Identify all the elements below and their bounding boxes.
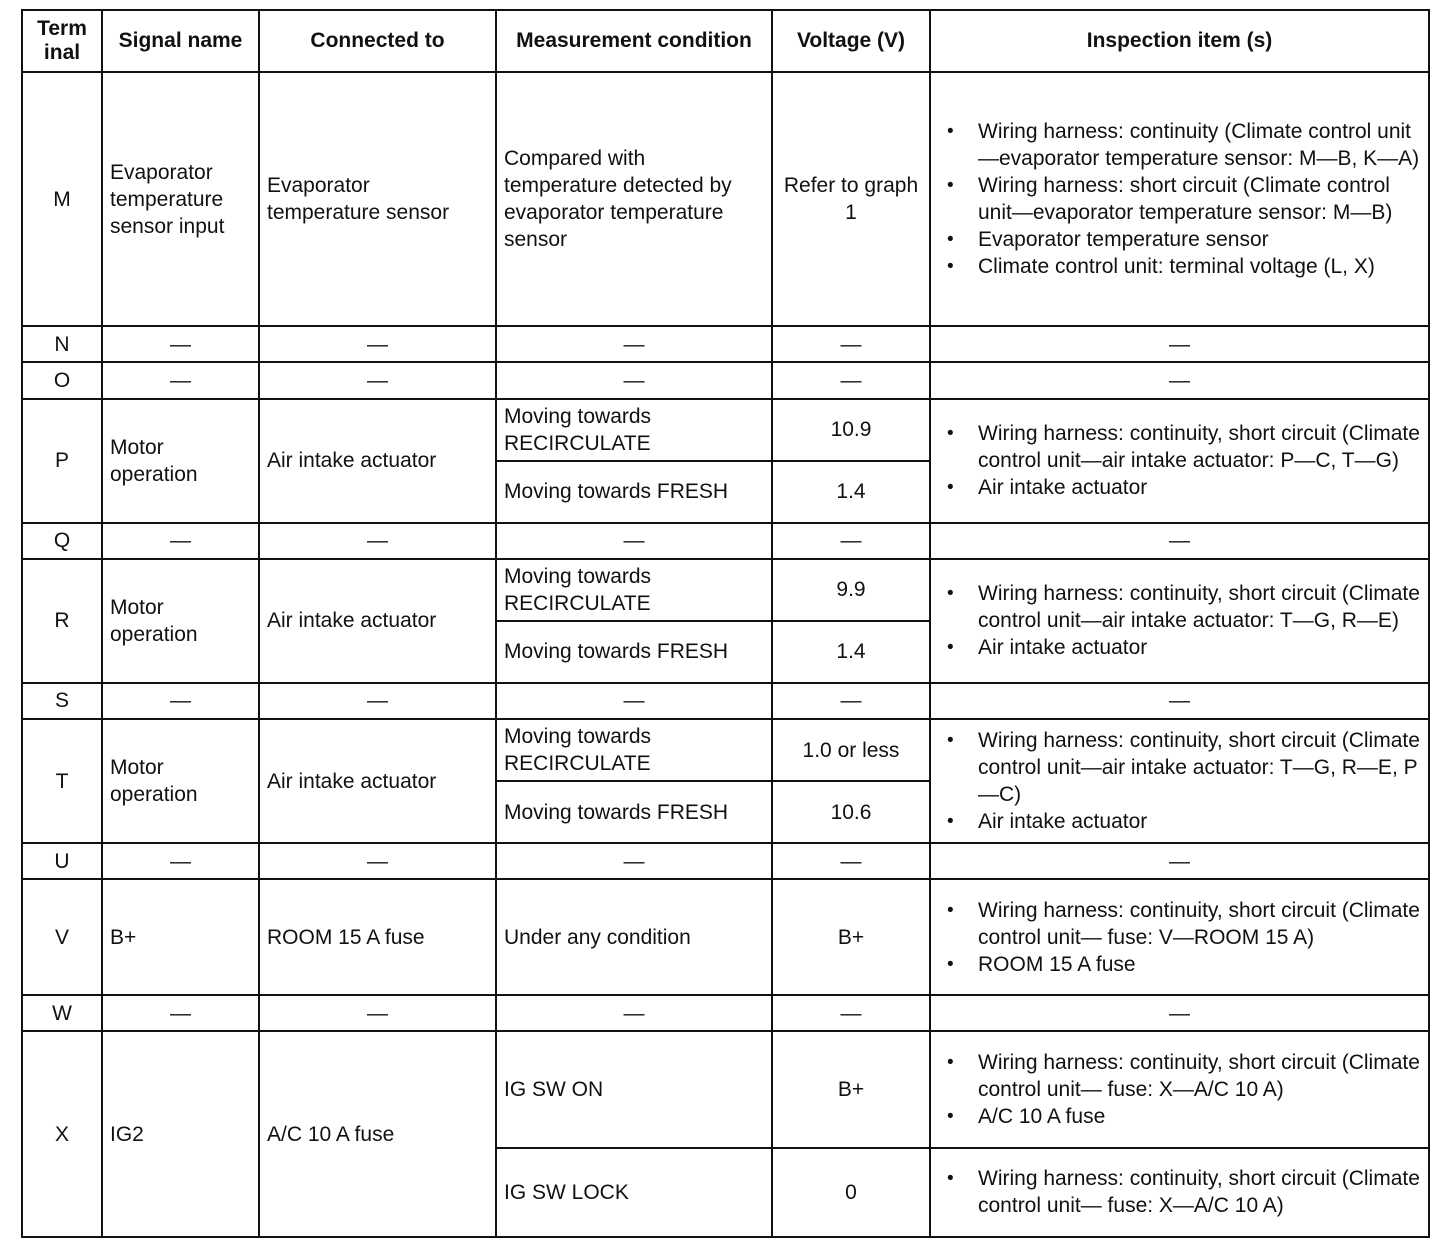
connected-to-cell: Air intake actuator bbox=[259, 719, 496, 843]
dash-cell: — bbox=[496, 843, 772, 879]
connected-to-cell: Air intake actuator bbox=[259, 559, 496, 683]
inspection-item: • Wiring harness: short circuit (Climate control unit—evaporator temperature sensor: M—B) bbox=[978, 172, 1421, 226]
inspection-item: • Air intake actuator bbox=[978, 634, 1421, 661]
inspection-item: • Air intake actuator bbox=[978, 808, 1421, 835]
dash-cell: — bbox=[259, 995, 496, 1031]
condition-cell: Compared with temperature detected by evaporator temperature sensor bbox=[496, 72, 772, 326]
terminal-cell: V bbox=[22, 879, 102, 995]
inspection-table bbox=[21, 9, 1430, 1238]
inspection-item: • Wiring harness: continuity, short circuit (Climate control unit— fuse: V—ROOM 15 A) bbox=[978, 897, 1421, 951]
inspection-item: • Wiring harness: continuity (Climate control unit—evaporator temperature sensor: M—B, K—A) bbox=[978, 118, 1421, 172]
dash-cell: — bbox=[930, 362, 1429, 398]
inspection-item: • Evaporator temperature sensor bbox=[978, 226, 1421, 253]
table-row-s bbox=[22, 683, 1429, 719]
header-connected-to: Connected to bbox=[259, 10, 496, 72]
terminal-cell: U bbox=[22, 843, 102, 879]
inspection-cell bbox=[930, 1031, 1429, 1147]
header-row bbox=[22, 10, 1429, 72]
terminal-cell: T bbox=[22, 719, 102, 843]
inspection-list bbox=[938, 580, 1421, 661]
inspection-item: • Wiring harness: continuity, short circuit (Climate control unit—air intake actuator: T—G, R—E) bbox=[978, 580, 1421, 634]
condition-cell: Moving towards FRESH bbox=[496, 461, 772, 523]
dash-cell: — bbox=[772, 843, 930, 879]
signal-name-cell: Evaporator temperature sensor input bbox=[102, 72, 259, 326]
header-voltage: Voltage (V) bbox=[772, 10, 930, 72]
signal-name-cell: IG2 bbox=[102, 1031, 259, 1237]
connected-to-cell: A/C 10 A fuse bbox=[259, 1031, 496, 1237]
dash-cell: — bbox=[772, 523, 930, 559]
dash-cell: — bbox=[930, 326, 1429, 362]
table-row-q bbox=[22, 523, 1429, 559]
terminal-cell: S bbox=[22, 683, 102, 719]
dash-cell: — bbox=[102, 683, 259, 719]
connected-to-cell: ROOM 15 A fuse bbox=[259, 879, 496, 995]
voltage-cell: 9.9 bbox=[772, 559, 930, 621]
inspection-cell bbox=[930, 1148, 1429, 1237]
voltage-cell: B+ bbox=[772, 879, 930, 995]
connected-to-cell: Evaporator temperature sensor bbox=[259, 72, 496, 326]
inspection-list bbox=[938, 118, 1421, 280]
voltage-cell: 1.0 or less bbox=[772, 719, 930, 781]
dash-cell: — bbox=[496, 523, 772, 559]
inspection-list bbox=[938, 1165, 1421, 1219]
inspection-cell bbox=[930, 719, 1429, 843]
dash-cell: — bbox=[102, 326, 259, 362]
inspection-list bbox=[938, 420, 1421, 501]
terminal-cell: N bbox=[22, 326, 102, 362]
dash-cell: — bbox=[496, 326, 772, 362]
inspection-cell bbox=[930, 72, 1429, 326]
dash-cell: — bbox=[259, 683, 496, 719]
inspection-item: • Wiring harness: continuity, short circuit (Climate control unit—air intake actuator: P—C, T—G) bbox=[978, 420, 1421, 474]
inspection-cell bbox=[930, 559, 1429, 683]
voltage-cell: 1.4 bbox=[772, 461, 930, 523]
table-row-t bbox=[22, 719, 1429, 781]
condition-cell: Moving towards RECIRCULATE bbox=[496, 719, 772, 781]
table-row-v bbox=[22, 879, 1429, 995]
inspection-list bbox=[938, 1049, 1421, 1130]
dash-cell: — bbox=[772, 995, 930, 1031]
dash-cell: — bbox=[259, 362, 496, 398]
dash-cell: — bbox=[259, 523, 496, 559]
signal-name-cell: B+ bbox=[102, 879, 259, 995]
dash-cell: — bbox=[772, 362, 930, 398]
terminal-cell: M bbox=[22, 72, 102, 326]
inspection-cell bbox=[930, 399, 1429, 523]
header-terminal: Term inal bbox=[22, 10, 102, 72]
dash-cell: — bbox=[102, 523, 259, 559]
inspection-item: • Wiring harness: continuity, short circuit (Climate control unit— fuse: X—A/C 10 A) bbox=[978, 1049, 1421, 1103]
terminal-cell: R bbox=[22, 559, 102, 683]
inspection-list bbox=[938, 897, 1421, 978]
voltage-cell: 10.9 bbox=[772, 399, 930, 461]
voltage-cell: B+ bbox=[772, 1031, 930, 1147]
header-inspection-items: Inspection item (s) bbox=[930, 10, 1429, 72]
inspection-list bbox=[938, 727, 1421, 835]
table-row-u bbox=[22, 843, 1429, 879]
dash-cell: — bbox=[496, 683, 772, 719]
table-row-x bbox=[22, 1031, 1429, 1147]
dash-cell: — bbox=[496, 995, 772, 1031]
condition-cell: IG SW LOCK bbox=[496, 1148, 772, 1237]
inspection-item: • ROOM 15 A fuse bbox=[978, 951, 1421, 978]
signal-name-cell: Motor operation bbox=[102, 399, 259, 523]
inspection-item: • Wiring harness: continuity, short circuit (Climate control unit—air intake actuator: T—G, R—E, P—C) bbox=[978, 727, 1421, 808]
condition-cell: Moving towards FRESH bbox=[496, 621, 772, 683]
condition-cell: Under any condition bbox=[496, 879, 772, 995]
terminal-cell: W bbox=[22, 995, 102, 1031]
condition-cell: Moving towards FRESH bbox=[496, 781, 772, 843]
table-row-n bbox=[22, 326, 1429, 362]
table-row-m bbox=[22, 72, 1429, 326]
dash-cell: — bbox=[772, 683, 930, 719]
inspection-item: • Climate control unit: terminal voltage (L, X) bbox=[978, 253, 1421, 280]
table-row-w bbox=[22, 995, 1429, 1031]
table-row-o bbox=[22, 362, 1429, 398]
dash-cell: — bbox=[102, 362, 259, 398]
condition-cell: Moving towards RECIRCULATE bbox=[496, 399, 772, 461]
voltage-cell: Refer to graph 1 bbox=[772, 72, 930, 326]
dash-cell: — bbox=[772, 326, 930, 362]
table-row-p bbox=[22, 399, 1429, 461]
header-signal-name: Signal name bbox=[102, 10, 259, 72]
terminal-cell: Q bbox=[22, 523, 102, 559]
terminal-cell: O bbox=[22, 362, 102, 398]
inspection-item: • Air intake actuator bbox=[978, 474, 1421, 501]
dash-cell: — bbox=[930, 683, 1429, 719]
terminal-cell: P bbox=[22, 399, 102, 523]
dash-cell: — bbox=[930, 523, 1429, 559]
signal-name-cell: Motor operation bbox=[102, 559, 259, 683]
dash-cell: — bbox=[102, 995, 259, 1031]
terminal-cell: X bbox=[22, 1031, 102, 1237]
table-row-r bbox=[22, 559, 1429, 621]
signal-name-cell: Motor operation bbox=[102, 719, 259, 843]
voltage-cell: 1.4 bbox=[772, 621, 930, 683]
dash-cell: — bbox=[496, 362, 772, 398]
connected-to-cell: Air intake actuator bbox=[259, 399, 496, 523]
condition-cell: IG SW ON bbox=[496, 1031, 772, 1147]
inspection-item: • A/C 10 A fuse bbox=[978, 1103, 1421, 1130]
dash-cell: — bbox=[930, 995, 1429, 1031]
inspection-item: • Wiring harness: continuity, short circuit (Climate control unit— fuse: X—A/C 10 A) bbox=[978, 1165, 1421, 1219]
dash-cell: — bbox=[930, 843, 1429, 879]
header-measurement-condition: Measurement condition bbox=[496, 10, 772, 72]
dash-cell: — bbox=[259, 326, 496, 362]
dash-cell: — bbox=[259, 843, 496, 879]
voltage-cell: 10.6 bbox=[772, 781, 930, 843]
voltage-cell: 0 bbox=[772, 1148, 930, 1237]
inspection-cell bbox=[930, 879, 1429, 995]
dash-cell: — bbox=[102, 843, 259, 879]
condition-cell: Moving towards RECIRCULATE bbox=[496, 559, 772, 621]
